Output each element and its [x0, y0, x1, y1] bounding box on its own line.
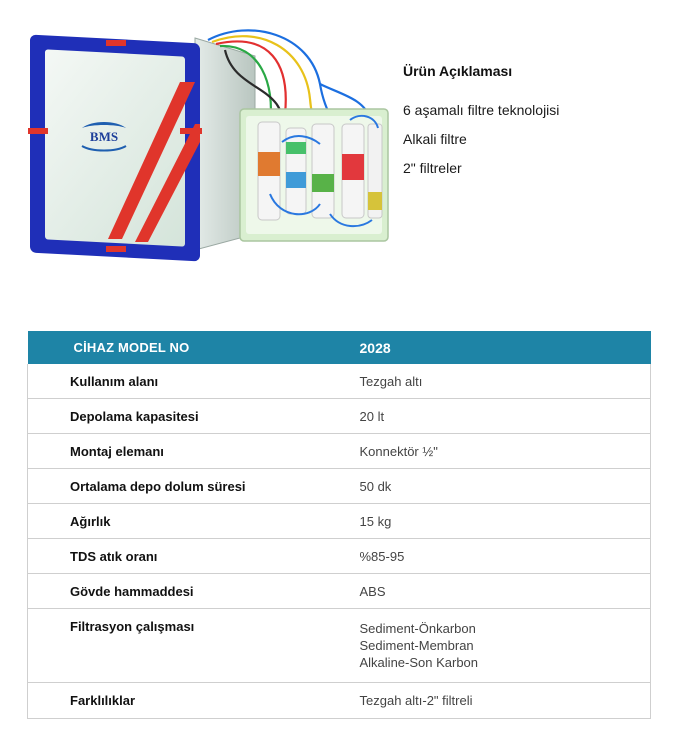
model-label: CİHAZ MODEL NO	[28, 332, 360, 364]
model-number: 2028	[360, 332, 651, 364]
spec-row-fill-time	[28, 468, 651, 503]
spec-table	[27, 331, 651, 719]
spec-value: Tezgah altı-2" filtreli	[360, 682, 651, 718]
spec-value: 20 lt	[360, 398, 651, 433]
spec-value: Tezgah altı	[360, 364, 651, 399]
description-title: Ürün Açıklaması	[403, 63, 513, 79]
spec-value: 50 dk	[360, 468, 651, 503]
product-image	[20, 24, 400, 274]
spec-value: ABS	[360, 573, 651, 608]
spec-row-differences	[28, 682, 651, 718]
spec-key: Depolama kapasitesi	[28, 398, 360, 433]
spec-value: 15 kg	[360, 503, 651, 538]
spec-key: Kullanım alanı	[28, 364, 360, 399]
spec-row-body-material	[28, 573, 651, 608]
feature-item: 2" filtreler	[403, 160, 462, 176]
spec-row-filtration	[28, 608, 651, 682]
feature-list	[403, 100, 663, 178]
spec-row-storage-capacity	[28, 398, 651, 433]
spec-key: Ortalama depo dolum süresi	[28, 468, 360, 503]
product-description	[403, 62, 663, 187]
feature-item: 6 aşamalı filtre teknolojisi	[403, 102, 560, 118]
spec-key: Filtrasyon çalışması	[28, 608, 360, 682]
spec-key: Ağırlık	[28, 503, 360, 538]
spec-key: Farklılıklar	[28, 682, 360, 718]
spec-table-header	[28, 332, 651, 364]
spec-row-weight	[28, 503, 651, 538]
spec-key: Gövde hammaddesi	[28, 573, 360, 608]
storage-tank	[28, 35, 202, 262]
spec-row-mounting	[28, 433, 651, 468]
spec-row-usage-area	[28, 364, 651, 399]
spec-key: Montaj elemanı	[28, 433, 360, 468]
spec-value: %85-95	[360, 538, 651, 573]
spec-value: Konnektör ½"	[360, 433, 651, 468]
feature-item: Alkali filtre	[403, 131, 467, 147]
filter-unit	[240, 109, 388, 241]
bms-logo-text: BMS	[89, 129, 119, 144]
spec-row-tds-waste	[28, 538, 651, 573]
spec-value-line: Sediment-Önkarbon	[359, 620, 476, 636]
spec-value-line: Alkaline-Son Karbon	[359, 654, 479, 670]
spec-value-line: Sediment-Membran	[359, 637, 474, 653]
spec-value-list	[360, 608, 651, 682]
spec-key: TDS atık oranı	[28, 538, 360, 573]
